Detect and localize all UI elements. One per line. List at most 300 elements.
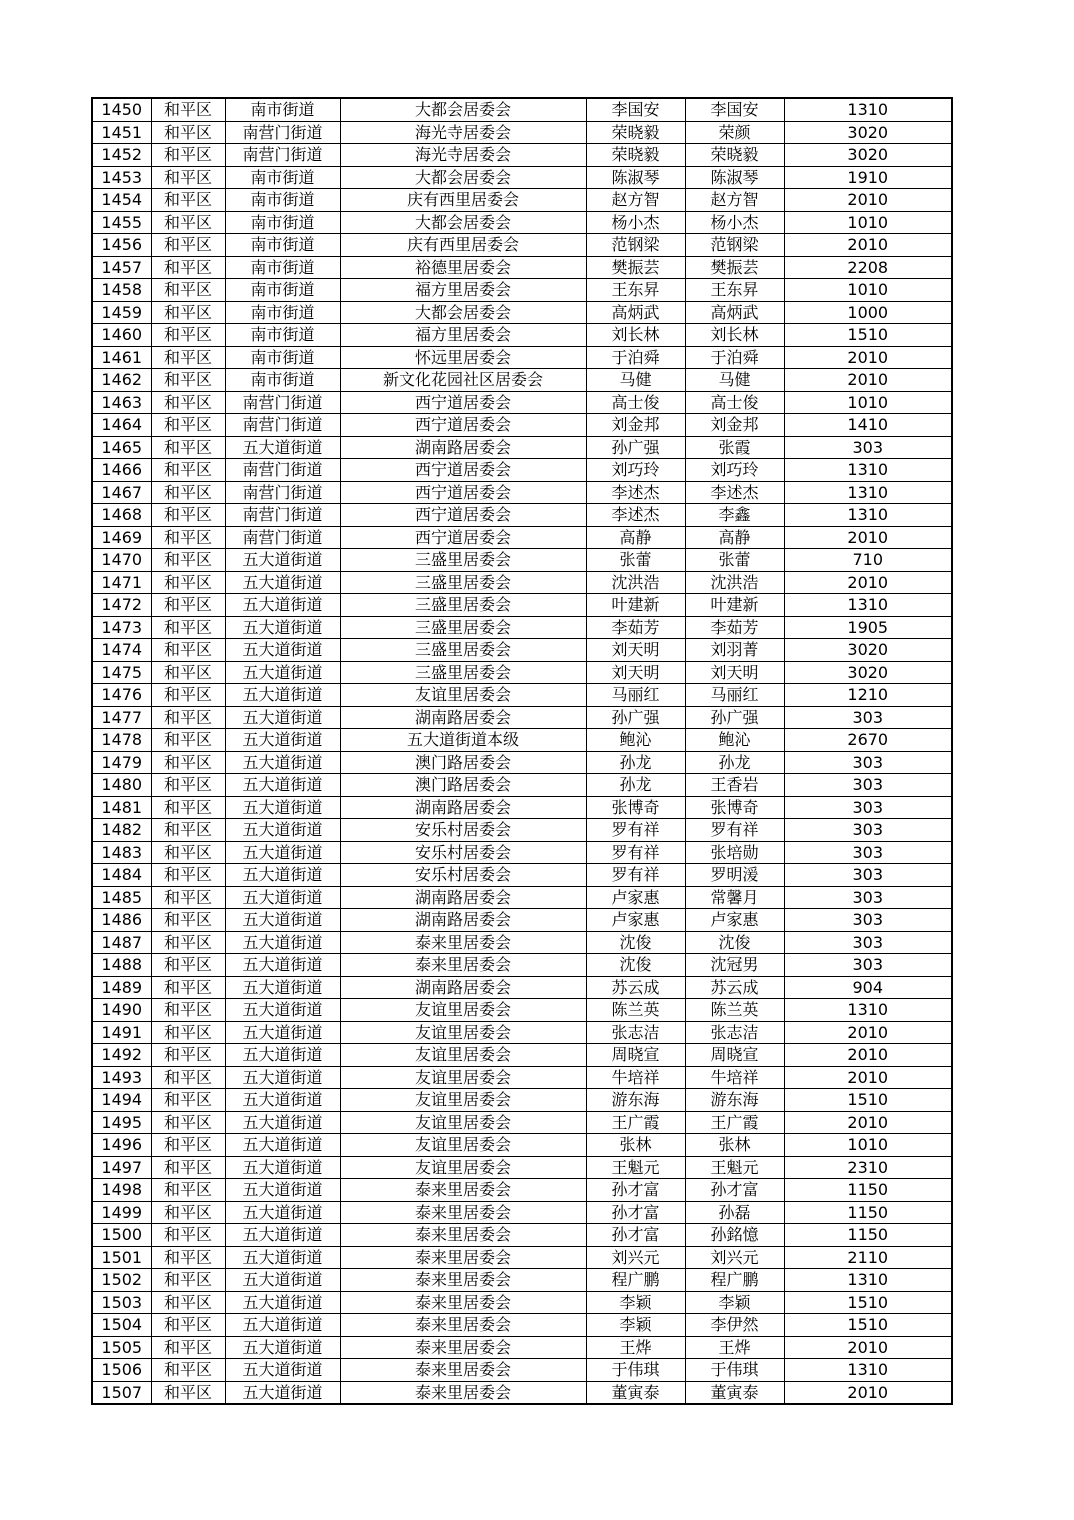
district-cell: 和平区: [151, 954, 225, 977]
district-cell: 和平区: [151, 909, 225, 932]
table-row: [92, 954, 952, 977]
district-cell: 和平区: [151, 594, 225, 617]
amount-cell: 2670: [784, 729, 952, 752]
member-cell: 罗有祥: [685, 819, 784, 842]
committee-cell: 三盛里居委会: [340, 571, 586, 594]
applicant-cell: 马健: [586, 369, 685, 392]
member-cell: 于伟琪: [685, 1359, 784, 1382]
district-cell: 和平区: [151, 279, 225, 302]
committee-cell: 泰来里居委会: [340, 1224, 586, 1247]
subdistrict-cell: 五大道街道: [225, 1336, 340, 1359]
table-row: [92, 729, 952, 752]
table-row: [92, 436, 952, 459]
district-cell: 和平区: [151, 549, 225, 572]
committee-cell: 泰来里居委会: [340, 1246, 586, 1269]
applicant-cell: 荣晓毅: [586, 121, 685, 144]
committee-cell: 湖南路居委会: [340, 909, 586, 932]
committee-cell: 西宁道居委会: [340, 414, 586, 437]
committee-cell: 大都会居委会: [340, 166, 586, 189]
subdistrict-cell: 五大道街道: [225, 1066, 340, 1089]
member-cell: 王香岩: [685, 774, 784, 797]
subdistrict-cell: 五大道街道: [225, 864, 340, 887]
subdistrict-cell: 五大道街道: [225, 1381, 340, 1404]
applicant-cell: 陈兰英: [586, 999, 685, 1022]
applicant-cell: 于伟琪: [586, 1359, 685, 1382]
district-cell: 和平区: [151, 526, 225, 549]
row-number-cell: 1484: [92, 864, 151, 887]
district-cell: 和平区: [151, 729, 225, 752]
row-number-cell: 1503: [92, 1291, 151, 1314]
table-row: [92, 504, 952, 527]
table-row: [92, 999, 952, 1022]
applicant-cell: 卢家惠: [586, 909, 685, 932]
district-cell: 和平区: [151, 189, 225, 212]
member-cell: 周晓宣: [685, 1044, 784, 1067]
amount-cell: 2310: [784, 1156, 952, 1179]
subdistrict-cell: 南营门街道: [225, 459, 340, 482]
member-cell: 高炳武: [685, 301, 784, 324]
amount-cell: 303: [784, 864, 952, 887]
subdistrict-cell: 五大道街道: [225, 1224, 340, 1247]
member-cell: 孙磊: [685, 1201, 784, 1224]
row-number-cell: 1500: [92, 1224, 151, 1247]
district-cell: 和平区: [151, 234, 225, 257]
member-cell: 李伊然: [685, 1314, 784, 1337]
committee-cell: 泰来里居委会: [340, 1269, 586, 1292]
applicant-cell: 刘长林: [586, 324, 685, 347]
committee-cell: 西宁道居委会: [340, 391, 586, 414]
subdistrict-cell: 五大道街道: [225, 819, 340, 842]
amount-cell: 303: [784, 436, 952, 459]
member-cell: 卢家惠: [685, 909, 784, 932]
subdistrict-cell: 五大道街道: [225, 549, 340, 572]
district-cell: 和平区: [151, 571, 225, 594]
applicant-cell: 李颖: [586, 1291, 685, 1314]
amount-cell: 1310: [784, 504, 952, 527]
applicant-cell: 刘天明: [586, 661, 685, 684]
member-cell: 荣晓毅: [685, 144, 784, 167]
amount-cell: 1210: [784, 684, 952, 707]
row-number-cell: 1467: [92, 481, 151, 504]
table-row: [92, 1111, 952, 1134]
applicant-cell: 李述杰: [586, 504, 685, 527]
row-number-cell: 1485: [92, 886, 151, 909]
district-cell: 和平区: [151, 616, 225, 639]
data-table: [91, 97, 953, 1405]
applicant-cell: 罗有祥: [586, 864, 685, 887]
district-cell: 和平区: [151, 1021, 225, 1044]
table-row: [92, 549, 952, 572]
district-cell: 和平区: [151, 1089, 225, 1112]
applicant-cell: 沈俊: [586, 954, 685, 977]
member-cell: 陈淑琴: [685, 166, 784, 189]
amount-cell: 2010: [784, 1381, 952, 1404]
committee-cell: 友谊里居委会: [340, 999, 586, 1022]
amount-cell: 303: [784, 909, 952, 932]
subdistrict-cell: 五大道街道: [225, 1359, 340, 1382]
table-row: [92, 1021, 952, 1044]
member-cell: 刘金邦: [685, 414, 784, 437]
district-cell: 和平区: [151, 1359, 225, 1382]
applicant-cell: 刘巧玲: [586, 459, 685, 482]
table-row: [92, 414, 952, 437]
applicant-cell: 李述杰: [586, 481, 685, 504]
table-row: [92, 391, 952, 414]
committee-cell: 湖南路居委会: [340, 796, 586, 819]
district-cell: 和平区: [151, 751, 225, 774]
committee-cell: 友谊里居委会: [340, 1044, 586, 1067]
district-cell: 和平区: [151, 841, 225, 864]
committee-cell: 泰来里居委会: [340, 1179, 586, 1202]
row-number-cell: 1496: [92, 1134, 151, 1157]
row-number-cell: 1468: [92, 504, 151, 527]
district-cell: 和平区: [151, 301, 225, 324]
subdistrict-cell: 南市街道: [225, 256, 340, 279]
member-cell: 王魁元: [685, 1156, 784, 1179]
member-cell: 程广鹏: [685, 1269, 784, 1292]
applicant-cell: 高士俊: [586, 391, 685, 414]
table-row: [92, 1336, 952, 1359]
subdistrict-cell: 五大道街道: [225, 886, 340, 909]
row-number-cell: 1462: [92, 369, 151, 392]
member-cell: 李述杰: [685, 481, 784, 504]
committee-cell: 庆有西里居委会: [340, 234, 586, 257]
table-row: [92, 976, 952, 999]
row-number-cell: 1482: [92, 819, 151, 842]
member-cell: 李茹芳: [685, 616, 784, 639]
district-cell: 和平区: [151, 931, 225, 954]
row-number-cell: 1463: [92, 391, 151, 414]
district-cell: 和平区: [151, 369, 225, 392]
row-number-cell: 1499: [92, 1201, 151, 1224]
table-row: [92, 886, 952, 909]
table-row: [92, 369, 952, 392]
applicant-cell: 鲍沁: [586, 729, 685, 752]
amount-cell: 1510: [784, 1089, 952, 1112]
table-row: [92, 1359, 952, 1382]
table-row: [92, 1156, 952, 1179]
row-number-cell: 1486: [92, 909, 151, 932]
subdistrict-cell: 南市街道: [225, 324, 340, 347]
amount-cell: 1310: [784, 999, 952, 1022]
table-row: [92, 931, 952, 954]
amount-cell: 2010: [784, 369, 952, 392]
member-cell: 张志洁: [685, 1021, 784, 1044]
table-row: [92, 459, 952, 482]
member-cell: 陈兰英: [685, 999, 784, 1022]
district-cell: 和平区: [151, 1111, 225, 1134]
table-row: [92, 1224, 952, 1247]
amount-cell: 1910: [784, 166, 952, 189]
row-number-cell: 1451: [92, 121, 151, 144]
table-row: [92, 909, 952, 932]
subdistrict-cell: 五大道街道: [225, 594, 340, 617]
subdistrict-cell: 五大道街道: [225, 1201, 340, 1224]
subdistrict-cell: 南市街道: [225, 279, 340, 302]
member-cell: 沈俊: [685, 931, 784, 954]
row-number-cell: 1456: [92, 234, 151, 257]
member-cell: 张霞: [685, 436, 784, 459]
committee-cell: 西宁道居委会: [340, 481, 586, 504]
member-cell: 叶建新: [685, 594, 784, 617]
subdistrict-cell: 五大道街道: [225, 1021, 340, 1044]
committee-cell: 澳门路居委会: [340, 774, 586, 797]
subdistrict-cell: 南市街道: [225, 234, 340, 257]
row-number-cell: 1476: [92, 684, 151, 707]
row-number-cell: 1506: [92, 1359, 151, 1382]
applicant-cell: 李茹芳: [586, 616, 685, 639]
row-number-cell: 1495: [92, 1111, 151, 1134]
committee-cell: 福方里居委会: [340, 279, 586, 302]
applicant-cell: 孙才富: [586, 1201, 685, 1224]
amount-cell: 1010: [784, 391, 952, 414]
member-cell: 高士俊: [685, 391, 784, 414]
committee-cell: 安乐村居委会: [340, 864, 586, 887]
member-cell: 马丽红: [685, 684, 784, 707]
committee-cell: 友谊里居委会: [340, 684, 586, 707]
committee-cell: 安乐村居委会: [340, 819, 586, 842]
subdistrict-cell: 五大道街道: [225, 774, 340, 797]
table-row: [92, 571, 952, 594]
row-number-cell: 1466: [92, 459, 151, 482]
applicant-cell: 王烨: [586, 1336, 685, 1359]
row-number-cell: 1481: [92, 796, 151, 819]
member-cell: 罗明湲: [685, 864, 784, 887]
subdistrict-cell: 五大道街道: [225, 751, 340, 774]
row-number-cell: 1497: [92, 1156, 151, 1179]
member-cell: 孙才富: [685, 1179, 784, 1202]
row-number-cell: 1492: [92, 1044, 151, 1067]
row-number-cell: 1489: [92, 976, 151, 999]
district-cell: 和平区: [151, 324, 225, 347]
table-row: [92, 1314, 952, 1337]
subdistrict-cell: 五大道街道: [225, 931, 340, 954]
amount-cell: 2010: [784, 346, 952, 369]
amount-cell: 303: [784, 819, 952, 842]
district-cell: 和平区: [151, 481, 225, 504]
amount-cell: 1310: [784, 594, 952, 617]
table-row: [92, 189, 952, 212]
district-cell: 和平区: [151, 684, 225, 707]
member-cell: 孙广强: [685, 706, 784, 729]
row-number-cell: 1502: [92, 1269, 151, 1292]
row-number-cell: 1469: [92, 526, 151, 549]
committee-cell: 泰来里居委会: [340, 1381, 586, 1404]
applicant-cell: 孙广强: [586, 706, 685, 729]
member-cell: 张林: [685, 1134, 784, 1157]
amount-cell: 2010: [784, 1111, 952, 1134]
subdistrict-cell: 南市街道: [225, 369, 340, 392]
table-row: [92, 661, 952, 684]
table-row: [92, 121, 952, 144]
row-number-cell: 1498: [92, 1179, 151, 1202]
committee-cell: 三盛里居委会: [340, 639, 586, 662]
row-number-cell: 1458: [92, 279, 151, 302]
row-number-cell: 1494: [92, 1089, 151, 1112]
district-cell: 和平区: [151, 774, 225, 797]
subdistrict-cell: 五大道街道: [225, 1089, 340, 1112]
amount-cell: 1310: [784, 1269, 952, 1292]
amount-cell: 303: [784, 954, 952, 977]
district-cell: 和平区: [151, 211, 225, 234]
subdistrict-cell: 南市街道: [225, 98, 340, 121]
table-row: [92, 1179, 952, 1202]
committee-cell: 西宁道居委会: [340, 459, 586, 482]
table-row: [92, 706, 952, 729]
applicant-cell: 罗有祥: [586, 819, 685, 842]
district-cell: 和平区: [151, 459, 225, 482]
member-cell: 杨小杰: [685, 211, 784, 234]
committee-cell: 三盛里居委会: [340, 594, 586, 617]
member-cell: 李国安: [685, 98, 784, 121]
committee-cell: 泰来里居委会: [340, 931, 586, 954]
member-cell: 董寅泰: [685, 1381, 784, 1404]
subdistrict-cell: 五大道街道: [225, 616, 340, 639]
row-number-cell: 1491: [92, 1021, 151, 1044]
member-cell: 沈洪浩: [685, 571, 784, 594]
committee-cell: 湖南路居委会: [340, 976, 586, 999]
amount-cell: 2010: [784, 1044, 952, 1067]
table-row: [92, 774, 952, 797]
amount-cell: 303: [784, 706, 952, 729]
district-cell: 和平区: [151, 1381, 225, 1404]
member-cell: 游东海: [685, 1089, 784, 1112]
subdistrict-cell: 五大道街道: [225, 706, 340, 729]
member-cell: 刘羽菁: [685, 639, 784, 662]
district-cell: 和平区: [151, 1156, 225, 1179]
table-row: [92, 279, 952, 302]
applicant-cell: 范钢梁: [586, 234, 685, 257]
applicant-cell: 牛培祥: [586, 1066, 685, 1089]
committee-cell: 海光寺居委会: [340, 144, 586, 167]
applicant-cell: 高静: [586, 526, 685, 549]
subdistrict-cell: 五大道街道: [225, 999, 340, 1022]
applicant-cell: 荣晓毅: [586, 144, 685, 167]
district-cell: 和平区: [151, 346, 225, 369]
subdistrict-cell: 五大道街道: [225, 796, 340, 819]
district-cell: 和平区: [151, 121, 225, 144]
member-cell: 孙銘憶: [685, 1224, 784, 1247]
table-row: [92, 841, 952, 864]
row-number-cell: 1473: [92, 616, 151, 639]
applicant-cell: 李国安: [586, 98, 685, 121]
table-row: [92, 144, 952, 167]
amount-cell: 303: [784, 751, 952, 774]
table-row: [92, 796, 952, 819]
amount-cell: 1010: [784, 211, 952, 234]
table-row: [92, 526, 952, 549]
subdistrict-cell: 五大道街道: [225, 1314, 340, 1337]
applicant-cell: 孙才富: [586, 1179, 685, 1202]
subdistrict-cell: 南营门街道: [225, 144, 340, 167]
applicant-cell: 游东海: [586, 1089, 685, 1112]
subdistrict-cell: 五大道街道: [225, 1246, 340, 1269]
row-number-cell: 1455: [92, 211, 151, 234]
subdistrict-cell: 南市街道: [225, 301, 340, 324]
amount-cell: 1310: [784, 1359, 952, 1382]
committee-cell: 海光寺居委会: [340, 121, 586, 144]
amount-cell: 1010: [784, 279, 952, 302]
committee-cell: 泰来里居委会: [340, 954, 586, 977]
member-cell: 刘长林: [685, 324, 784, 347]
table-row: [92, 1291, 952, 1314]
row-number-cell: 1450: [92, 98, 151, 121]
applicant-cell: 王魁元: [586, 1156, 685, 1179]
committee-cell: 福方里居委会: [340, 324, 586, 347]
table-row: [92, 639, 952, 662]
table-row: [92, 234, 952, 257]
subdistrict-cell: 五大道街道: [225, 954, 340, 977]
table-row: [92, 346, 952, 369]
applicant-cell: 樊振芸: [586, 256, 685, 279]
committee-cell: 大都会居委会: [340, 211, 586, 234]
applicant-cell: 孙龙: [586, 774, 685, 797]
committee-cell: 西宁道居委会: [340, 504, 586, 527]
applicant-cell: 孙才富: [586, 1224, 685, 1247]
row-number-cell: 1470: [92, 549, 151, 572]
member-cell: 荣颜: [685, 121, 784, 144]
row-number-cell: 1477: [92, 706, 151, 729]
committee-cell: 庆有西里居委会: [340, 189, 586, 212]
table-row: [92, 1246, 952, 1269]
member-cell: 刘巧玲: [685, 459, 784, 482]
amount-cell: 2010: [784, 526, 952, 549]
district-cell: 和平区: [151, 1201, 225, 1224]
member-cell: 王烨: [685, 1336, 784, 1359]
subdistrict-cell: 五大道街道: [225, 1044, 340, 1067]
subdistrict-cell: 南市街道: [225, 166, 340, 189]
applicant-cell: 孙广强: [586, 436, 685, 459]
table-row: [92, 481, 952, 504]
amount-cell: 1410: [784, 414, 952, 437]
committee-cell: 怀远里居委会: [340, 346, 586, 369]
member-cell: 张培勋: [685, 841, 784, 864]
table-row: [92, 751, 952, 774]
committee-cell: 泰来里居委会: [340, 1201, 586, 1224]
table-row: [92, 166, 952, 189]
table-row: [92, 1044, 952, 1067]
committee-cell: 大都会居委会: [340, 301, 586, 324]
amount-cell: 1510: [784, 324, 952, 347]
committee-cell: 友谊里居委会: [340, 1089, 586, 1112]
subdistrict-cell: 五大道街道: [225, 571, 340, 594]
table-row: [92, 684, 952, 707]
table-row: [92, 98, 952, 121]
committee-cell: 泰来里居委会: [340, 1336, 586, 1359]
row-number-cell: 1457: [92, 256, 151, 279]
amount-cell: 2208: [784, 256, 952, 279]
committee-cell: 泰来里居委会: [340, 1359, 586, 1382]
committee-cell: 澳门路居委会: [340, 751, 586, 774]
amount-cell: 1010: [784, 1134, 952, 1157]
row-number-cell: 1472: [92, 594, 151, 617]
district-cell: 和平区: [151, 976, 225, 999]
district-cell: 和平区: [151, 391, 225, 414]
row-number-cell: 1507: [92, 1381, 151, 1404]
district-cell: 和平区: [151, 166, 225, 189]
subdistrict-cell: 五大道街道: [225, 1111, 340, 1134]
applicant-cell: 陈淑琴: [586, 166, 685, 189]
amount-cell: 1905: [784, 616, 952, 639]
amount-cell: 1310: [784, 459, 952, 482]
amount-cell: 2110: [784, 1246, 952, 1269]
subdistrict-cell: 南市街道: [225, 189, 340, 212]
district-cell: 和平区: [151, 1314, 225, 1337]
row-number-cell: 1460: [92, 324, 151, 347]
member-cell: 范钢梁: [685, 234, 784, 257]
district-cell: 和平区: [151, 504, 225, 527]
amount-cell: 3020: [784, 661, 952, 684]
